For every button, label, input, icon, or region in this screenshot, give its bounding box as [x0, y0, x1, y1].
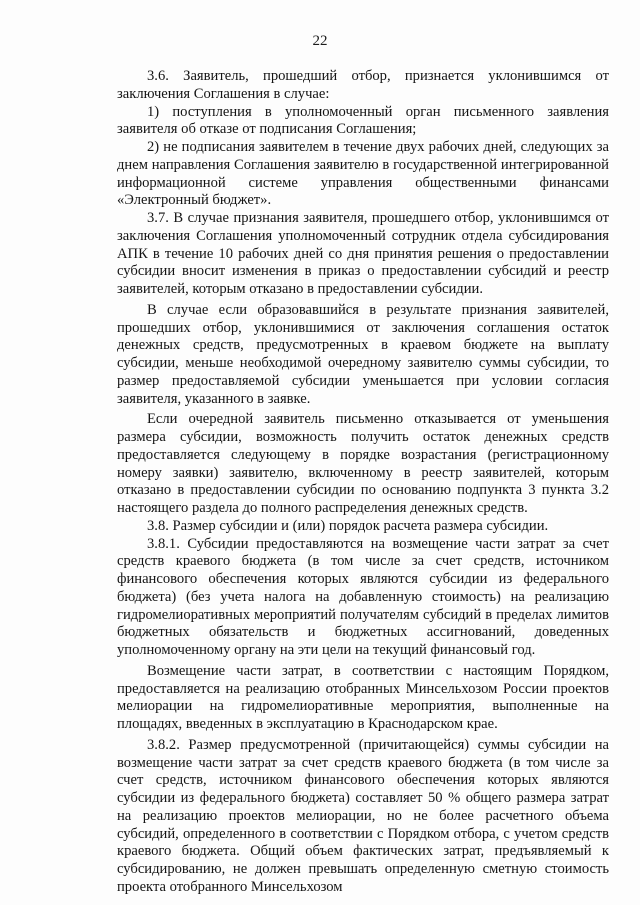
page-number: 22: [312, 33, 328, 49]
paragraph-applicant-refusal: Если очередной заявитель письменно отказывается от уменьшения размера субсидии, возможность получить остаток денежных средств предоставляется следующему в порядке возрастания (регистрационному номеру заявки) заявителю, включенному в реестр заявителей, которым отказано в предоставлении субсидии по основанию подпункта 3 пункта 3.2 настоящего раздела до полного распределения денежных средств.: [117, 411, 609, 516]
paragraph-3-8-1: 3.8.1. Субсидии предоставляются на возмещение части затрат за счет средств краевого бюджета (в том числе за счет средств, источником финансового обеспечения которых являются субсидии из федерального бюджета) (без учета налога на добавленную стоимость) на реализацию гидромелиоративных мероприятий получателям субсидий в пределах лимитов бюджетных обязательств и бюджетных ассигнований, доведенных уполномоченному органу на эти цели на текущий финансовый год.: [117, 535, 609, 658]
paragraph-cost-reimbursement: Возмещение части затрат, в соответствии с настоящим Порядком, предоставляется на реализацию отобранных Минсельхозом России проектов мелиорации на гидромелиоративные мероприятия, выполненные на площадях, введенных в эксплуатацию в Краснодарском крае.: [117, 662, 609, 732]
document-body: [117, 68, 609, 897]
paragraph-3-8-2: 3.8.2. Размер предусмотренной (причитающейся) суммы субсидии на возмещение части затрат за счет средств краевого бюджета (в том числе за счет средств, источником финансового обеспечения которых являются субсидии из федерального бюджета) составляет 50 % общего размера затрат на реализацию проектов мелиорации, но не более расчетного объема субсидий, определенного в соответствии с Порядком отбора, с учетом средств краевого бюджета. Общий объем фактических затрат, предъявляемый к субсидированию, не должен превышать определенную сметную стоимость проекта отобранного Минсельхозом: [117, 736, 609, 895]
paragraph-item-1: 1) поступления в уполномоченный орган письменного заявления заявителя об отказе от подписания Соглашения;: [117, 103, 609, 138]
paragraph-3-7: 3.7. В случае признания заявителя, прошедшего отбор, уклонившимся от заключения Соглашения уполномоченный сотрудник отдела субсидирования АПК в течение 10 рабочих дней со дня принятия решения о предоставлении субсидии вносит изменения в приказ о предоставлении субсидий и реестр заявителей, которым отказано в предоставлении субсидии.: [117, 210, 609, 297]
paragraph-3-8: 3.8. Размер субсидии и (или) порядок расчета размера субсидии.: [147, 517, 549, 534]
paragraph-remainder-funds: В случае если образовавшийся в результате признания заявителей, прошедших отбор, уклонившимися от заключения соглашения остаток денежных средств, предусмотренных в краевом бюджете на выплату субсидии, меньше необходимой очередному заявителю суммы субсидии, то размер предоставляемой субсидии уменьшается при условии согласия заявителя, указанного в заявке.: [117, 301, 609, 407]
paragraph-item-2: 2) не подписания заявителем в течение двух рабочих дней, следующих за днем направления Соглашения заявителю в государственной интегрированной информационной системе управления общественными финансами «Электронный бюджет».: [117, 139, 609, 209]
paragraph-3-6: 3.6. Заявитель, прошедший отбор, признается уклонившимся от заключения Соглашения в случае:: [117, 68, 609, 102]
